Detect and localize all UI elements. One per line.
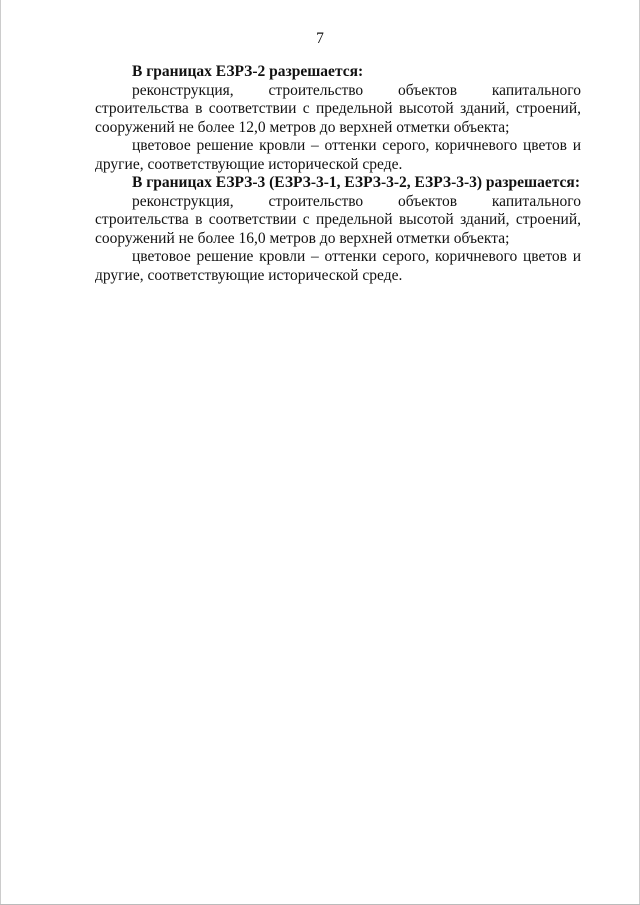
- section-ezrz-3: [95, 174, 581, 285]
- scan-edge-left: [0, 0, 1, 905]
- paragraph-construction: реконструкция, строительство объектов капитального строительства в соответствии с предельной высотой зданий, строений, сооружений не более 12,0 метров до верхней отметки объекта;: [95, 81, 581, 136]
- page-number: 7: [316, 30, 324, 47]
- section-ezrz-2: [95, 63, 581, 174]
- paragraph-roof-color: цветовое решение кровли – оттенки серого, коричневого цветов и другие, соответствующие исторической среде.: [95, 137, 581, 173]
- section-heading: В границах ЕЗРЗ-2 разрешается:: [132, 63, 364, 80]
- document-body: [95, 63, 581, 285]
- paragraph-roof-color: цветовое решение кровли – оттенки серого, коричневого цветов и другие, соответствующие исторической среде.: [95, 248, 581, 284]
- section-heading: В границах ЕЗРЗ-3 (ЕЗРЗ-3-1, ЕЗРЗ-3-2, ЕЗРЗ-3-3) разрешается:: [132, 174, 580, 191]
- paragraph-construction: реконструкция, строительство объектов капитального строительства в соответствии с предельной высотой зданий, строений, сооружений не более 16,0 метров до верхней отметки объекта;: [95, 192, 581, 247]
